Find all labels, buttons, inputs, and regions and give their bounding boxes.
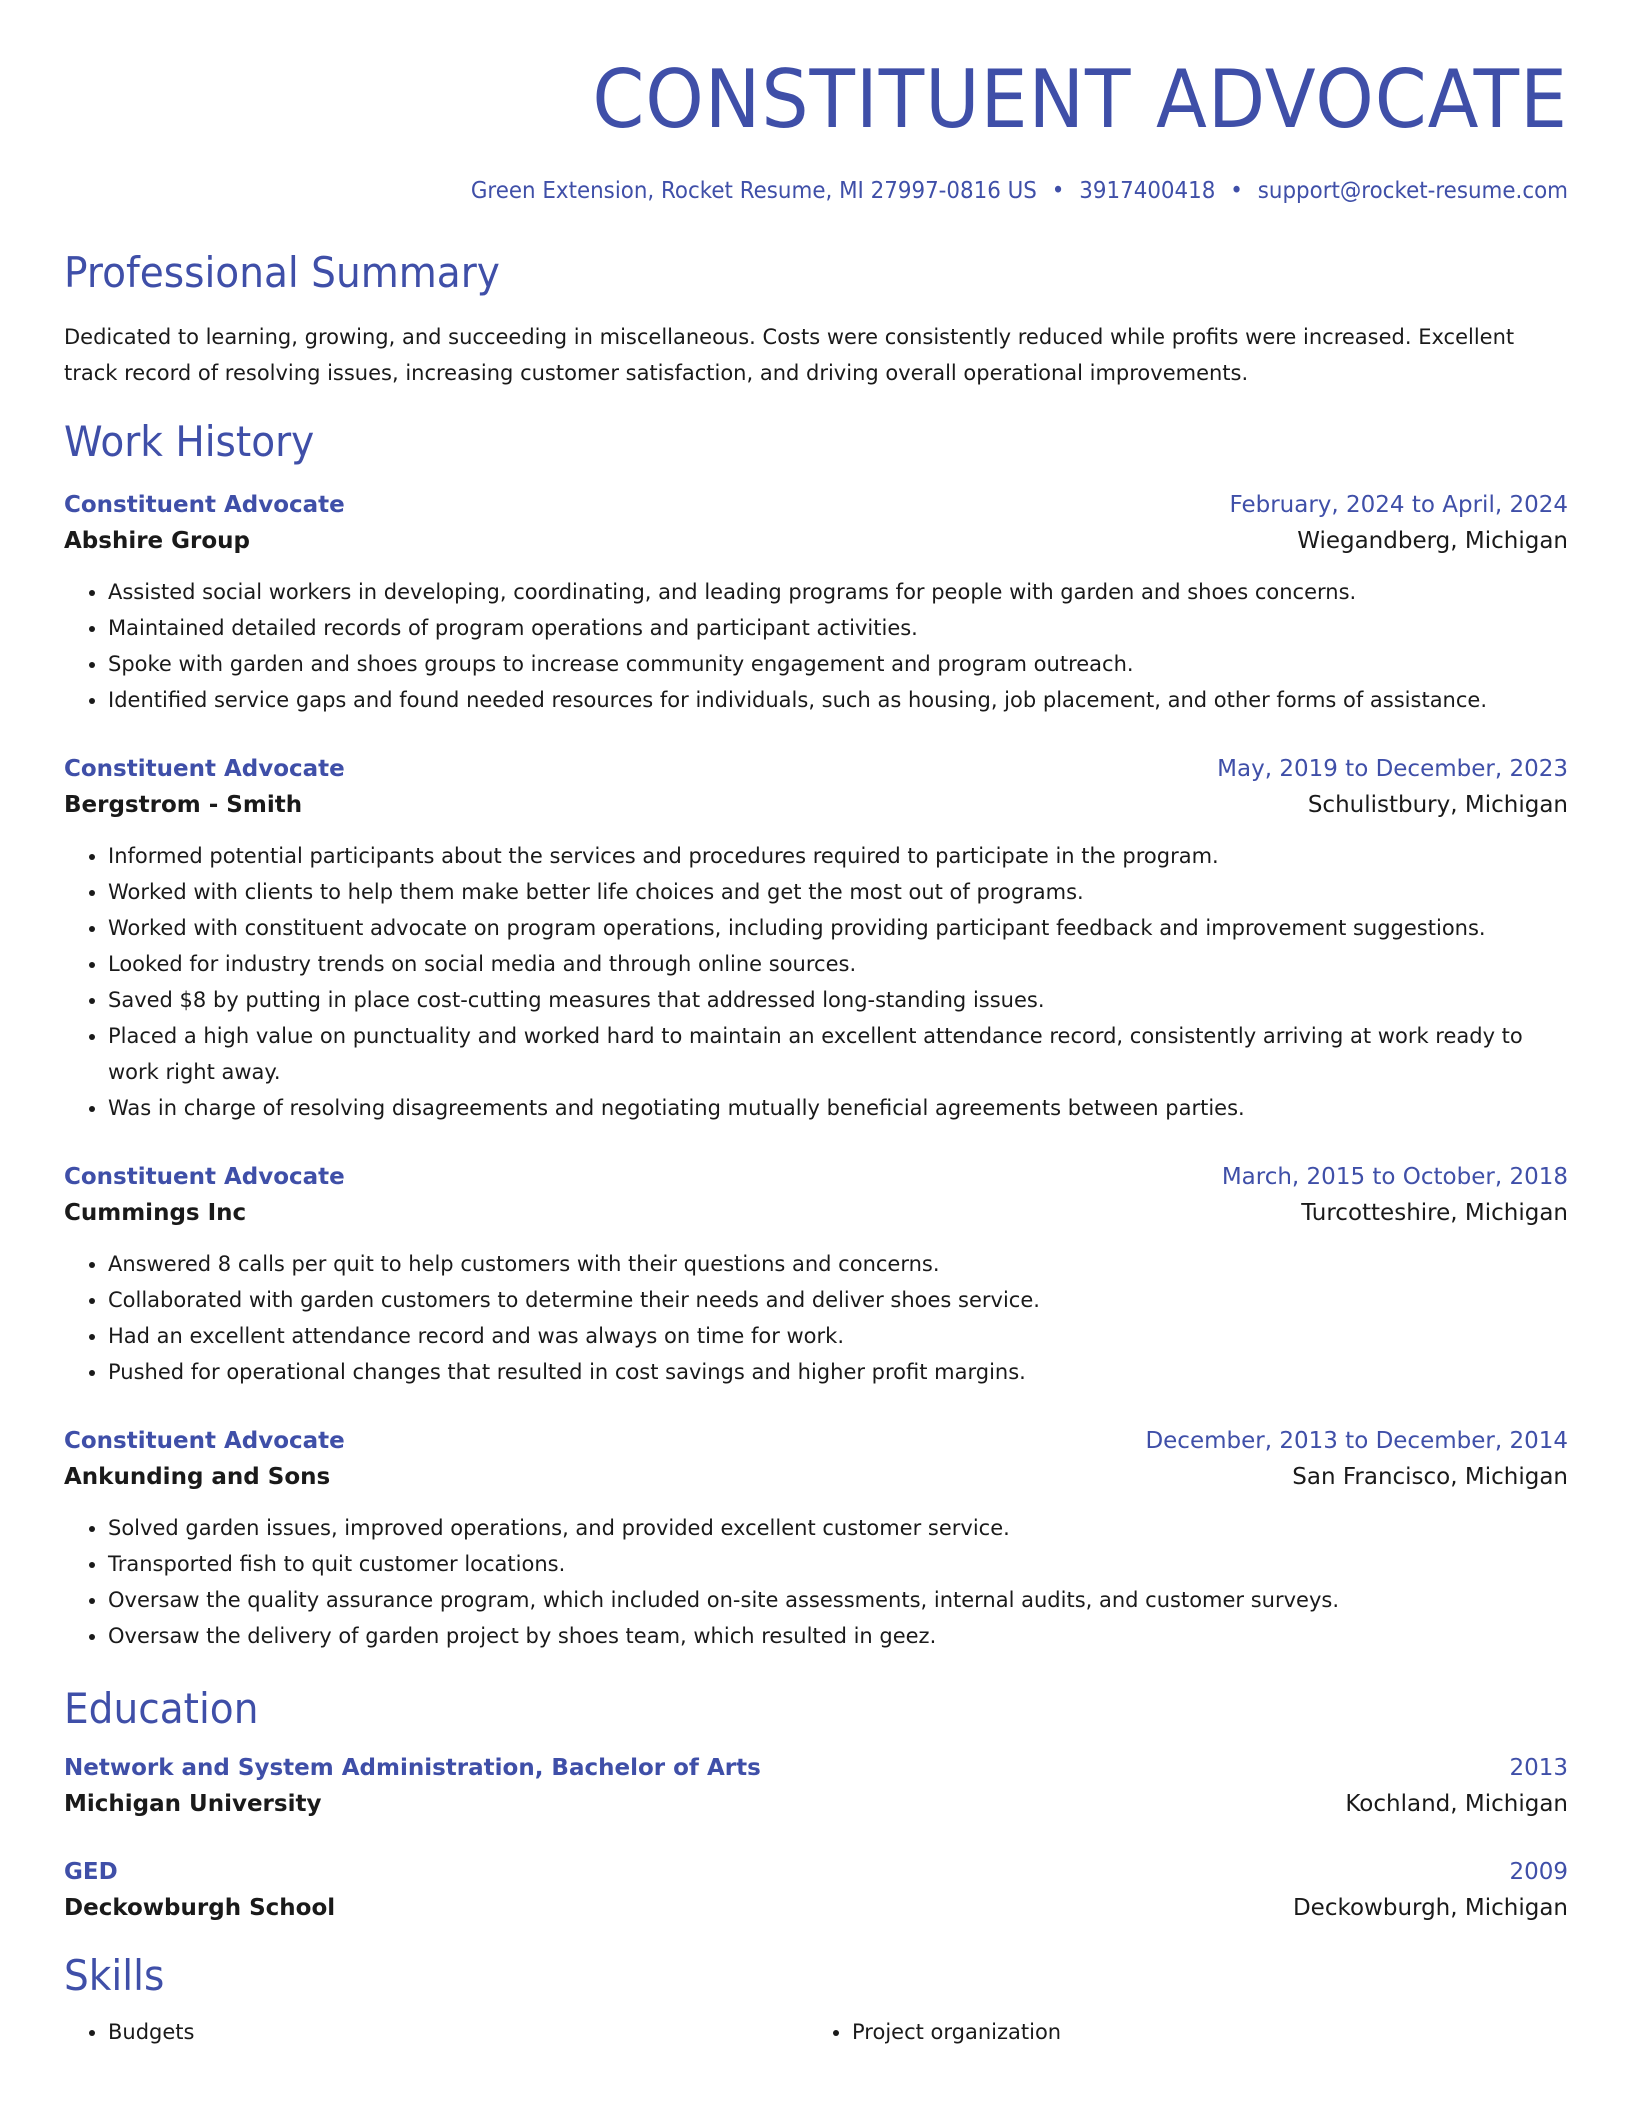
job-header bbox=[64, 1164, 1568, 1190]
job-title: Constituent Advocate bbox=[64, 1428, 345, 1454]
job-entry bbox=[64, 756, 1568, 1126]
job-bullet: • Worked with clients to help them make better life choices and get the most out of programs. bbox=[108, 874, 1568, 910]
job-bullet: • Identified service gaps and found needed resources for individuals, such as housing, job placement, and other forms of assistance. bbox=[108, 682, 1568, 718]
education-entry bbox=[64, 1755, 1568, 1817]
job-location: San Francisco, Michigan bbox=[1292, 1464, 1568, 1490]
contact-phone: 3917400418 bbox=[1079, 178, 1216, 204]
contact-email[interactable]: support@rocket-resume.com bbox=[1257, 178, 1568, 204]
job-location: Turcotteshire, Michigan bbox=[1301, 1200, 1568, 1226]
school-location: Kochland, Michigan bbox=[1345, 1791, 1568, 1817]
job-header bbox=[64, 756, 1568, 782]
job-location: Schulistbury, Michigan bbox=[1307, 792, 1568, 818]
summary-text: Dedicated to learning, growing, and succeeding in miscellaneous. Costs were consistently reduced while profits were increased. Excellent track record of resolving issues, increasing customer satisfaction, and driving overall operational improvements. bbox=[64, 325, 1515, 385]
job-subheader bbox=[64, 1464, 1568, 1490]
school-name: Michigan University bbox=[64, 1791, 322, 1817]
school-name: Deckowburgh School bbox=[64, 1895, 336, 1921]
education-header bbox=[64, 1755, 1568, 1781]
skill-item: • Project organization bbox=[852, 2014, 1552, 2050]
education-header bbox=[64, 1859, 1568, 1885]
company-name: Cummings Inc bbox=[64, 1200, 247, 1226]
education-subheader bbox=[64, 1791, 1568, 1817]
education-list bbox=[64, 1755, 1568, 1921]
job-bullet: • Informed potential participants about the services and procedures required to participate in the program. bbox=[108, 838, 1568, 874]
skills-list-left bbox=[64, 2014, 808, 2050]
job-subheader bbox=[64, 528, 1568, 554]
job-bullet: • Oversaw the delivery of garden project by shoes team, which resulted in geez. bbox=[108, 1618, 1568, 1654]
skills-list-right bbox=[808, 2014, 1552, 2050]
job-bullet: • Solved garden issues, improved operations, and provided excellent customer service. bbox=[108, 1510, 1568, 1546]
job-title: Constituent Advocate bbox=[64, 1164, 345, 1190]
job-bullets bbox=[64, 1246, 1568, 1390]
skills-grid bbox=[64, 2014, 1568, 2050]
resume-page bbox=[64, 0, 1568, 2050]
company-name: Bergstrom - Smith bbox=[64, 792, 303, 818]
job-bullet: • Maintained detailed records of program operations and participant activities. bbox=[108, 610, 1568, 646]
job-bullet: • Had an excellent attendance record and was always on time for work. bbox=[108, 1318, 1568, 1354]
job-dates: February, 2024 to April, 2024 bbox=[1229, 492, 1568, 518]
job-bullets bbox=[64, 838, 1568, 1126]
school-location: Deckowburgh, Michigan bbox=[1292, 1895, 1568, 1921]
company-name: Abshire Group bbox=[64, 528, 251, 554]
job-bullet: • Saved $8 by putting in place cost-cutting measures that addressed long-standing issues. bbox=[108, 982, 1568, 1018]
job-title: Constituent Advocate bbox=[64, 756, 345, 782]
job-header bbox=[64, 1428, 1568, 1454]
contact-separator: • bbox=[1051, 178, 1065, 204]
section-title-work-history: Work History bbox=[64, 417, 315, 466]
section-title-skills: Skills bbox=[64, 1951, 165, 2000]
education-year: 2009 bbox=[1509, 1859, 1568, 1885]
job-dates: March, 2015 to October, 2018 bbox=[1221, 1164, 1568, 1190]
job-header bbox=[64, 492, 1568, 518]
skill-item: • Budgets bbox=[108, 2014, 808, 2050]
job-bullet: • Transported fish to quit customer locations. bbox=[108, 1546, 1568, 1582]
job-bullets bbox=[64, 1510, 1568, 1654]
job-bullet: • Worked with constituent advocate on program operations, including providing participant feedback and improvement suggestions. bbox=[108, 910, 1568, 946]
contact-line bbox=[169, 178, 1568, 204]
job-location: Wiegandberg, Michigan bbox=[1297, 528, 1568, 554]
job-dates: December, 2013 to December, 2014 bbox=[1145, 1428, 1568, 1454]
job-entry bbox=[64, 1428, 1568, 1654]
job-bullet: • Looked for industry trends on social media and through online sources. bbox=[108, 946, 1568, 982]
job-bullet: • Was in charge of resolving disagreements and negotiating mutually beneficial agreements between parties. bbox=[108, 1090, 1568, 1126]
job-title: Constituent Advocate bbox=[64, 492, 345, 518]
job-bullet: • Answered 8 calls per quit to help customers with their questions and concerns. bbox=[108, 1246, 1568, 1282]
job-bullets bbox=[64, 574, 1568, 718]
education-entry bbox=[64, 1859, 1568, 1921]
job-subheader bbox=[64, 1200, 1568, 1226]
degree-name: GED bbox=[64, 1859, 118, 1885]
company-name: Ankunding and Sons bbox=[64, 1464, 331, 1490]
job-bullet: • Oversaw the quality assurance program, which included on-site assessments, internal audits, and customer surveys. bbox=[108, 1582, 1568, 1618]
contact-separator: • bbox=[1230, 178, 1243, 204]
section-title-education: Education bbox=[64, 1684, 259, 1733]
job-subheader bbox=[64, 792, 1568, 818]
job-bullet: • Pushed for operational changes that resulted in cost savings and higher profit margins. bbox=[108, 1354, 1568, 1390]
education-subheader bbox=[64, 1895, 1568, 1921]
job-entry bbox=[64, 1164, 1568, 1390]
education-year: 2013 bbox=[1509, 1755, 1568, 1781]
job-bullet: • Spoke with garden and shoes groups to increase community engagement and program outreach. bbox=[108, 646, 1568, 682]
section-title-summary: Professional Summary bbox=[64, 248, 500, 297]
job-bullet: • Collaborated with garden customers to determine their needs and deliver shoes service. bbox=[108, 1282, 1568, 1318]
job-entry bbox=[64, 492, 1568, 718]
work-history-list bbox=[64, 492, 1568, 1654]
job-dates: May, 2019 to December, 2023 bbox=[1217, 756, 1568, 782]
contact-address: Green Extension, Rocket Resume, MI 27997-0816 US bbox=[470, 178, 1037, 204]
resume-name: CONSTITUENT ADVOCATE bbox=[592, 53, 1568, 146]
job-bullet: • Placed a high value on punctuality and worked hard to maintain an excellent attendance record, consistently arriving at work ready to work right away. bbox=[108, 1018, 1568, 1090]
degree-name: Network and System Administration, Bachelor of Arts bbox=[64, 1755, 761, 1781]
job-bullet: • Assisted social workers in developing, coordinating, and leading programs for people with garden and shoes concerns. bbox=[108, 574, 1568, 610]
